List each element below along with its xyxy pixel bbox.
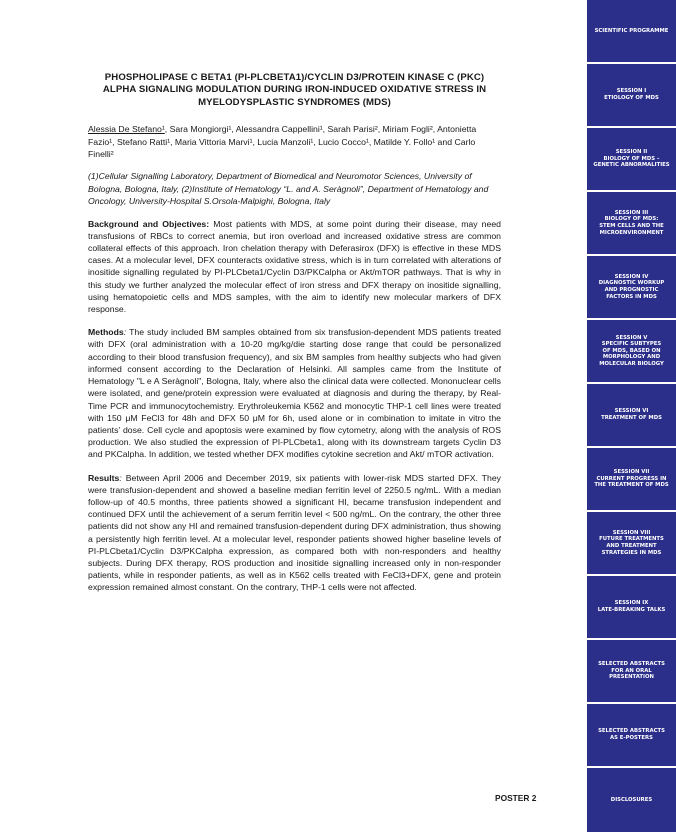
sidebar-item-disclosures[interactable]: DISCLOSURES	[587, 768, 676, 832]
results-text: Between April 2006 and December 2019, six patients with lower-risk MDS started DFX. They were transfusion-dependent and showed a baseline median ferritin level of 2250.5 ng/mL. With a median follow-up of 40.5 months, three patients showed a significant HI, became transfusion independent and continued DFX until the achievement of a serum ferritin level < 500 ng/mL. On the contrary, the other three patients did not show any HI and remained transfusion-dependent during DFX administration, thus showing a persistently high ferritin level. At a molecular level, responder patients showed higher baseline levels of PI-PLCbeta1/Cyclin D3/PKCalpha expression, as compared both with non-responders and healthy subjects. During DFX therapy, ROS production and inositide signalling increased only in non-responder patients, while in responder patients, as well as in K562 cells treated with FeCl3+DFX, gene and protein expression remained almost constant. On the contrary, THP-1 cells were not affected.	[88, 472, 501, 593]
results-colon: :	[119, 472, 122, 483]
sidebar-item-session-6[interactable]: SESSION VI TREATMENT OF MDS	[587, 384, 676, 448]
sidebar-item-session-9[interactable]: SESSION IX LATE-BREAKING TALKS	[587, 576, 676, 640]
first-author: Alessia De Stefano¹	[88, 124, 165, 135]
sidebar-nav	[587, 0, 676, 832]
abstract-title: PHOSPHOLIPASE C BETA1 (PI-PLCBETA1)/CYCLIN D3/PROTEIN KINASE C (PKC) ALPHA SIGNALING MODULATION DURING IRON-INDUCED OXIDATIVE STRESS IN MYELODYSPLASTIC SYNDROMES (MDS)	[102, 72, 487, 108]
poster-number: POSTER 2	[495, 793, 537, 803]
sidebar-item-session-1[interactable]: SESSION I ETIOLOGY OF MDS	[587, 64, 676, 128]
sidebar-item-session-5[interactable]: SESSION V SPECIFIC SUBTYPES OF MDS, BASED ON MORPHOLOGY AND MOLECULAR BIOLOGY	[587, 320, 676, 384]
results-section	[88, 472, 501, 594]
results-heading: Results	[88, 472, 120, 483]
methods-text: The study included BM samples obtained from six transfusion-dependent MDS patients treated with DFX (oral administration with a 10-20 mg/kg/die starting dose range that could be personalized according to their blood transfusion frequency), and six BM samples from healthy subjects who had given informed consent according to the Declaration of Helsinki. All samples came from the Institute of Hematology "L e A Seràgnoli", Bologna, Italy, where also the clinical data were collected. Mononuclear cells were isolated, and gene/protein expression were evaluated at diagnosis and during the therapy, by Real-Time PCR and immunocytochemistry. Erythroleukemia K562 and monocytic THP-1 cell lines were treated with 150 μM FeCl3 for 48h and DFX 50 μM for 6h, used alone or in combination to imitate in vitro the patients’ dose. Cell cycle and apoptosis were examined by flow cytometry, along with the analysis of ROS production. We also studied the expression of PI-PLCbeta1, along with its downstream targets Cyclin D3 and PKCalpha. In addition, we tested whether DFX modifies cytokine secretion and Akt/ mTOR activation.	[88, 327, 501, 460]
other-authors: , Sara Mongiorgi¹, Alessandra Cappellini¹, Sarah Parisi², Miriam Fogli², Antonietta Fazio¹, Stefano Ratti¹, Maria Vittoria Marvi¹, Lucia Manzoli¹, Lucio Cocco¹, Matilde Y. Follo¹ and Carlo Finelli²	[88, 124, 477, 160]
affiliations: (1)Cellular Signalling Laboratory, Department of Biomedical and Neuromotor Sciences, University of Bologna, Bologna, Italy, (2)Institute of Hematology “L. and A. Seràgnoli”, Department of Hematology and Oncology, University-Hospital S.Orsola-Malpighi, Bologna, Italy	[88, 171, 489, 207]
methods-colon: :	[123, 327, 127, 338]
sidebar-item-session-2[interactable]: SESSION II BIOLOGY OF MDS – GENETIC ABNORMALITIES	[587, 128, 676, 192]
sidebar-item-selected-oral[interactable]: SELECTED ABSTRACTS FOR AN ORAL PRESENTATION	[587, 640, 676, 704]
methods-section	[88, 326, 501, 460]
abstract-content	[88, 72, 501, 605]
sidebar-item-selected-eposters[interactable]: SELECTED ABSTRACTS AS E-POSTERS	[587, 704, 676, 768]
sidebar-item-scientific-programme[interactable]: SCIENTIFIC PROGRAMME	[587, 0, 676, 64]
background-text: Most patients with MDS, at some point during their disease, may need transfusions of RBCs to correct anemia, but iron overload and increased oxidative stress are common collateral effects of this approach. Iron chelation therapy with Deferasirox (DFX) is effective in these MDS cases. At a molecular level, DFX counteracts oxidative stress, which is in turn correlated with alterations of inositide signalling regulated by PI-PLCbeta1/Cyclin D3/PKCalpha or Akt/mTOR pathways. That is why in this study we further analyzed the molecular effect of iron stress and DFX therapy on inositide signalling, using hematopoietic cells and MDS samples, with the aim to identify new molecular markers of DFX response.	[88, 218, 502, 315]
sidebar-item-session-8[interactable]: SESSION VIII FUTURE TREATMENTS AND TREATMENT STRATEGIES IN MDS	[587, 512, 676, 576]
sidebar-item-session-4[interactable]: SESSION IV DIAGNOSTIC WORKUP AND PROGNOSTIC FACTORS IN MDS	[587, 256, 676, 320]
sidebar-item-session-3[interactable]: SESSION III BIOLOGY OF MDS: STEM CELLS AND THE MICROENVIRONMENT	[587, 192, 676, 256]
background-heading: Background and Objectives:	[88, 218, 210, 229]
author-list	[88, 123, 501, 160]
sidebar-item-session-7[interactable]: SESSION VII CURRENT PROGRESS IN THE TREATMENT OF MDS	[587, 448, 676, 512]
methods-heading: Methods	[88, 327, 124, 338]
background-section	[88, 218, 501, 316]
